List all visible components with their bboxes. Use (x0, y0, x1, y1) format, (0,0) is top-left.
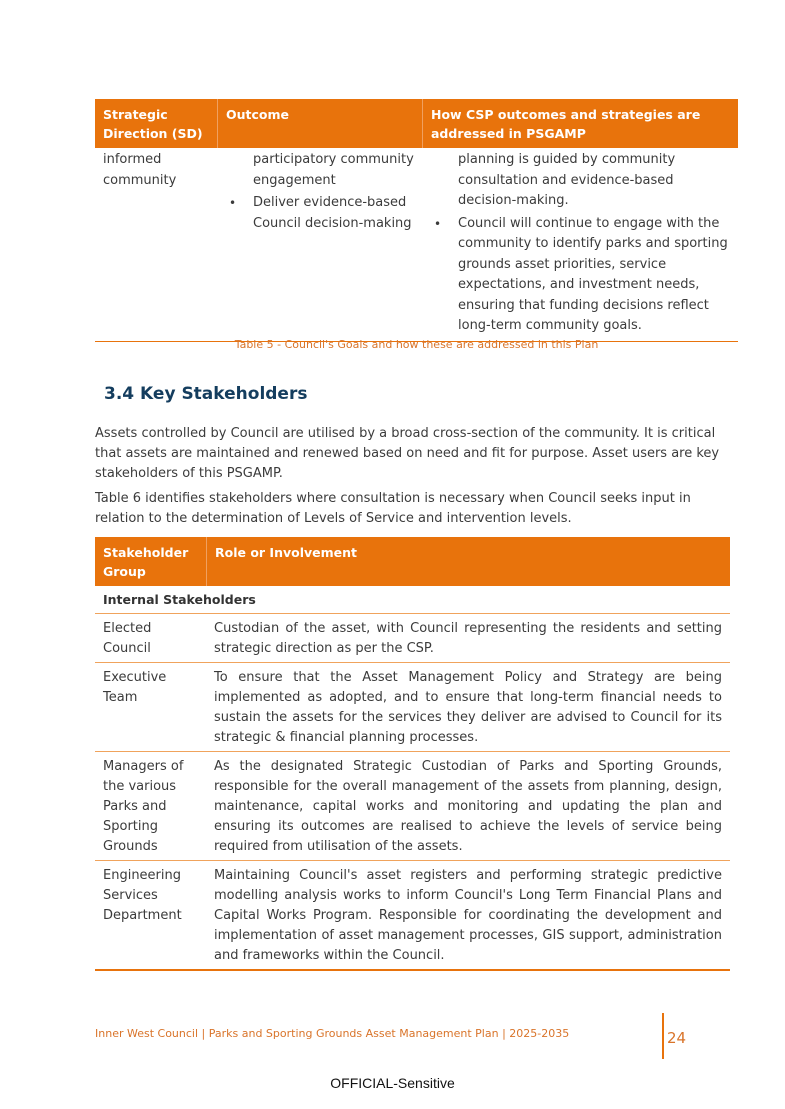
table-5-header (95, 99, 738, 148)
table-row (95, 148, 738, 342)
paragraph: Table 6 identifies stakeholders where consultation is necessary when Council seeks input in relation to the determination of Levels of Service and intervention levels. (95, 491, 691, 526)
header-strategic-direction: Strategic Direction (SD) (103, 107, 203, 141)
stakeholder-role: Maintaining Council's asset registers and performing strategic predictive modelling analysis works to inform Council's Long Term Financial Plans and Capital Works Program. Responsible for coordinating the development and implementation of asset management processes, GIS support, administration and frameworks within the Council. (214, 868, 722, 963)
header-psgamp: How CSP outcomes and strategies are addressed in PSGAMP (422, 99, 738, 148)
stakeholder-role: Custodian of the asset, with Council representing the residents and setting strategic direction as per the CSP. (214, 621, 722, 656)
stakeholder-role: As the designated Strategic Custodian of Parks and Sporting Grounds, responsible for the overall management of the assets from planning, design, maintenance, capital works and monitoring and updating the plan and ensuring its outcomes are realised to achieve the levels of service being required from utilisation of the assets. (214, 759, 722, 854)
table-5-caption: Table 5 - Council's Goals and how these are addressed in this Plan (234, 338, 599, 351)
paragraph: Assets controlled by Council are utilised by a broad cross-section of the community. It is critical that assets are maintained and renewed based on need and fit for purpose. Asset users are key stakeholders of this PSGAMP. (95, 426, 720, 481)
header-role: Role or Involvement (206, 537, 730, 586)
stakeholder-role: To ensure that the Asset Management Policy and Strategy are being implemented as adopted, and to ensure that long-term financial needs to sustain the assets for the services they deliver are advised to Council for its strategic & financial planning processes. (214, 670, 722, 745)
section-heading: 3.4 Key Stakeholders (104, 384, 308, 404)
stakeholder-group: Engineering Services Department (103, 868, 182, 923)
header-outcome: Outcome (217, 99, 422, 148)
stakeholder-group: Elected Council (103, 621, 152, 656)
psgamp-item: planning is guided by community consultation and evidence-based decision-making. (458, 152, 676, 208)
header-stakeholder-group: Stakeholder Group (103, 545, 189, 579)
stakeholder-group: Executive Team (103, 670, 167, 705)
table-row (95, 663, 730, 752)
psgamp-item: • Council will continue to engage with the community to identify parks and sporting grounds asset priorities, service expectations, and investment needs, ensuring that funding decisions reflect long-term community goals. (430, 214, 730, 337)
outcome-item: • Deliver evidence-based Council decision-making (225, 193, 414, 234)
cell-outcome (217, 148, 422, 337)
table-row (95, 752, 730, 861)
page-number: 24 (667, 1029, 687, 1047)
table-5 (95, 99, 738, 342)
cell-direction: informed community (103, 152, 177, 188)
page-footer: Inner West Council | Parks and Sporting Grounds Asset Management Plan | 2025-2035 (95, 1027, 570, 1040)
cell-psgamp (422, 148, 738, 337)
classification-label: OFFICIAL-Sensitive (330, 1075, 455, 1091)
stakeholder-group: Managers of the various Parks and Sporting Grounds (103, 759, 184, 854)
outcome-item: participatory community engagement (253, 152, 414, 188)
table-row (95, 861, 730, 971)
page-number-divider (662, 1013, 664, 1059)
section-internal-stakeholders: Internal Stakeholders (95, 586, 730, 614)
table-6-header (95, 537, 730, 586)
table-row (95, 614, 730, 663)
table-6 (95, 537, 730, 971)
